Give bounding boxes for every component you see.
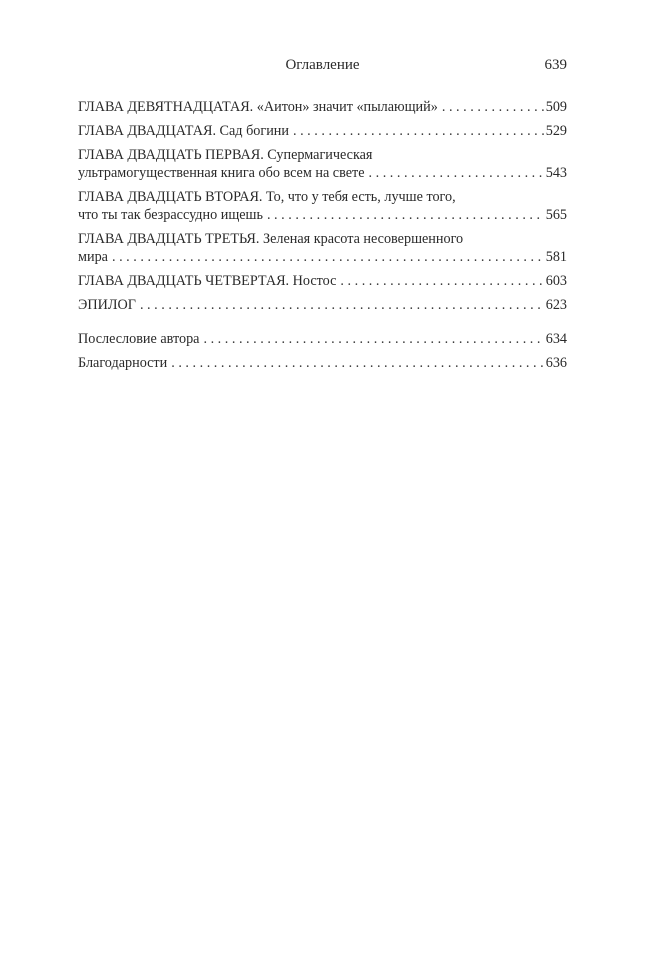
toc-leader-dots <box>340 272 543 290</box>
toc-entry-title: ультрамогущественная книга обо всем на свете <box>78 165 365 181</box>
toc-entry[interactable] <box>78 230 567 266</box>
toc-entry-page: 636 <box>545 355 567 371</box>
toc-entry[interactable] <box>78 122 567 140</box>
toc-entry-title: Благодарности <box>78 355 168 371</box>
toc-entry-page: 581 <box>545 249 567 265</box>
toc-entry[interactable] <box>78 272 567 290</box>
toc-leader-dots <box>293 122 544 140</box>
toc-entry-page: 529 <box>545 123 567 139</box>
header-page-number: 639 <box>544 57 567 73</box>
toc-leader-dots <box>369 164 544 182</box>
running-header <box>78 57 567 77</box>
toc-entry-page: 565 <box>545 207 567 223</box>
toc-leader-dots <box>442 98 544 116</box>
toc-entry-page: 634 <box>545 331 567 347</box>
toc-leader-dots <box>267 206 544 224</box>
toc-entry[interactable] <box>78 98 567 116</box>
toc-entry-title: ГЛАВА ДВАДЦАТАЯ. Сад богини <box>78 123 289 139</box>
toc-leader-dots <box>203 330 543 348</box>
toc-entry-page: 543 <box>545 165 567 181</box>
toc-entry[interactable] <box>78 146 567 182</box>
toc-entry[interactable] <box>78 296 567 314</box>
toc-entry-title-line: ГЛАВА ДВАДЦАТЬ ВТОРАЯ. То, что у тебя есть, лучше того, <box>78 189 456 205</box>
toc-entry[interactable] <box>78 354 567 372</box>
toc-entry-page: 603 <box>545 273 567 289</box>
toc-entry-page: 509 <box>545 99 567 115</box>
toc-entry[interactable] <box>78 188 567 224</box>
toc-leader-dots <box>140 296 544 314</box>
toc-leader-dots <box>112 248 544 266</box>
header-title: Оглавление <box>285 57 360 73</box>
toc-entry-title: ГЛАВА ДВАДЦАТЬ ЧЕТВЕРТАЯ. Ностос <box>78 273 337 289</box>
toc-entry[interactable] <box>78 330 567 348</box>
toc-leader-dots <box>171 354 543 372</box>
table-of-contents <box>78 98 567 378</box>
toc-entry-title-line: ГЛАВА ДВАДЦАТЬ ПЕРВАЯ. Супермагическая <box>78 147 373 163</box>
toc-entry-page: 623 <box>545 297 567 313</box>
toc-entry-title-line: ГЛАВА ДВАДЦАТЬ ТРЕТЬЯ. Зеленая красота несовершенного <box>78 231 464 247</box>
toc-entry-title: ГЛАВА ДЕВЯТНАДЦАТАЯ. «Аитон» значит «пылающий» <box>78 99 438 115</box>
toc-entry-title: что ты так безрассудно ищешь <box>78 207 263 223</box>
toc-entry-title: ЭПИЛОГ <box>78 297 136 313</box>
toc-entry-title: Послесловие автора <box>78 331 200 347</box>
section-gap <box>78 320 567 330</box>
toc-entry-title: мира <box>78 249 108 265</box>
